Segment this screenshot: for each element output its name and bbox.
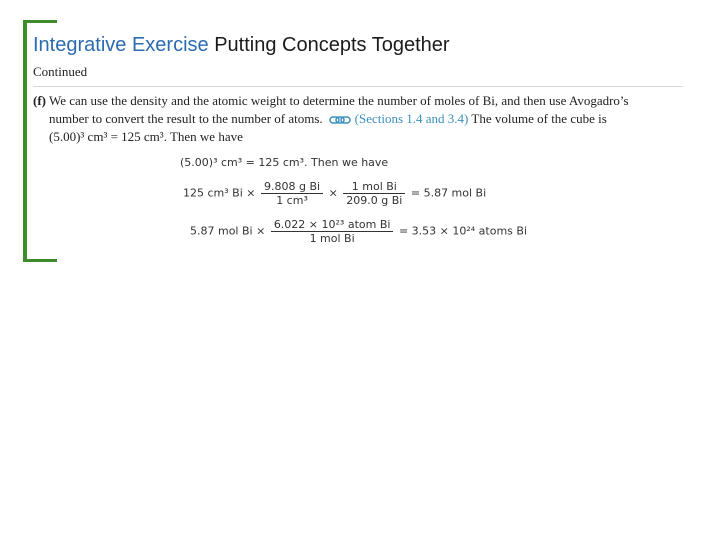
chain-link-icon[interactable] bbox=[329, 115, 351, 125]
paragraph-line-2 bbox=[33, 110, 685, 128]
density-numerator: 9.808 g Bi bbox=[261, 180, 323, 194]
divider-line bbox=[33, 86, 683, 87]
equation-moles-rhs: = 5.87 mol Bi bbox=[410, 186, 487, 200]
continued-label: Continued bbox=[33, 64, 88, 79]
molar-mass-numerator: 1 mol Bi bbox=[343, 180, 405, 194]
title-rest: Putting Concepts Together bbox=[214, 34, 450, 56]
paragraph-text-3: (5.00)³ cm³ = 125 cm³. Then we have bbox=[49, 129, 243, 144]
part-label: (f) bbox=[33, 93, 46, 108]
equation-atoms-rhs: = 3.53 × 10²⁴ atoms Bi bbox=[398, 224, 527, 238]
equation-atoms bbox=[190, 218, 527, 245]
molar-mass-denominator: 209.0 g Bi bbox=[346, 194, 403, 207]
molar-mass-fraction bbox=[343, 180, 405, 207]
density-fraction bbox=[261, 180, 323, 207]
equation-atoms-lhs: 5.87 mol Bi × bbox=[190, 224, 266, 238]
times-sign: × bbox=[328, 186, 338, 200]
paragraph-line-3 bbox=[33, 128, 685, 146]
equation-moles bbox=[183, 180, 486, 207]
body-paragraph bbox=[33, 92, 685, 146]
paragraph-line-1 bbox=[33, 92, 685, 110]
equation-moles-lhs: 125 cm³ Bi × bbox=[183, 186, 256, 200]
title-accent: Integrative Exercise bbox=[33, 34, 209, 56]
equation-volume-text: (5.00)³ cm³ = 125 cm³. Then we have bbox=[180, 156, 389, 169]
avogadro-denominator: 1 mol Bi bbox=[309, 232, 355, 245]
section-reference-link[interactable]: (Sections 1.4 and 3.4) bbox=[354, 111, 469, 126]
density-denominator: 1 cm³ bbox=[276, 194, 308, 207]
paragraph-text-2-end: The volume of the cube is bbox=[471, 111, 607, 126]
page-title bbox=[33, 34, 450, 57]
avogadro-numerator: 6.022 × 10²³ atom Bi bbox=[271, 218, 394, 232]
paragraph-text-1: We can use the density and the atomic weight to determine the number of moles of Bi, and then use Avogadro’s bbox=[49, 93, 629, 108]
avogadro-fraction bbox=[271, 218, 394, 245]
paragraph-text-2-start: number to convert the result to the number of atoms. bbox=[49, 111, 323, 126]
equation-volume bbox=[180, 156, 388, 169]
